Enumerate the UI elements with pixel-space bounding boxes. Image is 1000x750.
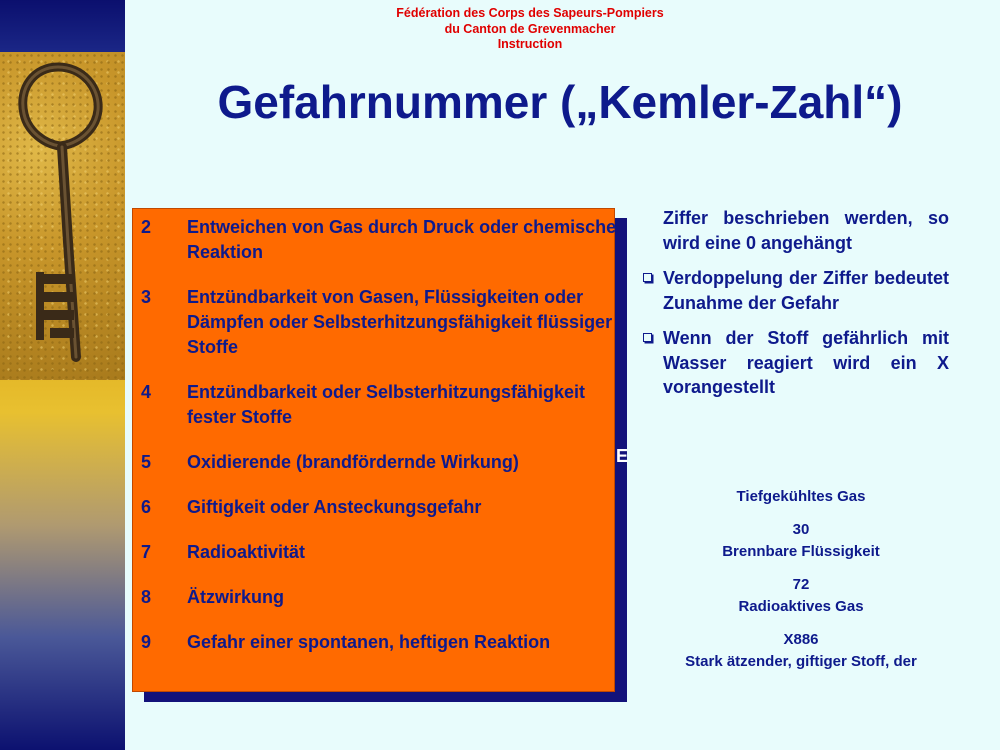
example-code: 72 bbox=[792, 576, 810, 593]
row-text: Ätzwirkung bbox=[187, 587, 284, 607]
header-line-3: Instruction bbox=[497, 37, 563, 51]
row-number: 2 bbox=[141, 217, 152, 237]
row-text: Giftigkeit oder Ansteckungsgefahr bbox=[187, 497, 482, 517]
example-desc: Radioaktives Gas bbox=[738, 598, 864, 615]
example-item bbox=[650, 519, 952, 563]
list-item-partial bbox=[643, 206, 949, 255]
example-item bbox=[650, 629, 952, 673]
key-icon bbox=[0, 52, 125, 380]
row-number: 8 bbox=[141, 587, 152, 607]
header-line-1: Fédération des Corps des Sapeurs-Pompiers bbox=[396, 6, 664, 20]
list-item bbox=[643, 326, 949, 400]
example-code: X886 bbox=[783, 631, 819, 648]
header-line-2: du Canton de Grevenmacher bbox=[444, 21, 616, 36]
example-item bbox=[650, 486, 952, 508]
example-desc: Brennbare Flüssigkeit bbox=[722, 543, 880, 560]
row-text: Oxidierende (brandfördernde Wirkung) bbox=[187, 452, 519, 472]
row-number: 4 bbox=[141, 382, 152, 402]
row-text: Entweichen von Gas durch Druck oder chemische Reaktion bbox=[187, 217, 617, 262]
example-item bbox=[650, 574, 952, 618]
row-number: 7 bbox=[141, 542, 152, 562]
hidden-text-peek: E bbox=[616, 446, 629, 466]
list-item-text: Wenn der Stoff gefährlich mit Wasser reagiert wird ein X vorangestellt bbox=[663, 328, 949, 397]
checkbox-bullet-icon bbox=[643, 273, 652, 282]
row-number: 3 bbox=[141, 287, 152, 307]
slide-title: Gefahrnummer („Kemler-Zahl“) bbox=[217, 76, 903, 128]
organization-header bbox=[330, 6, 730, 53]
example-desc: Tiefgekühltes Gas bbox=[736, 488, 866, 505]
rules-list bbox=[643, 206, 949, 411]
row-text: Entzündbarkeit oder Selbsterhitzungsfähigkeit fester Stoffe bbox=[187, 382, 586, 427]
example-code: 30 bbox=[792, 521, 810, 538]
row-text: Entzündbarkeit von Gasen, Flüssigkeiten oder Dämpfen oder Selbsterhitzungsfähigkeit flüssiger Stoffe bbox=[187, 287, 613, 357]
row-number: 9 bbox=[141, 632, 152, 652]
hazard-number-table bbox=[132, 208, 615, 692]
examples-list bbox=[650, 486, 952, 684]
row-number: 6 bbox=[141, 497, 152, 517]
list-item-text: Ziffer beschrieben werden, so wird eine 0 angehängt bbox=[663, 208, 949, 253]
list-item bbox=[643, 266, 949, 315]
list-item-text: Verdoppelung der Ziffer bedeutet Zunahme der Gefahr bbox=[663, 268, 949, 313]
example-desc: Stark ätzender, giftiger Stoff, der bbox=[685, 653, 917, 670]
row-text: Gefahr einer spontanen, heftigen Reaktion bbox=[187, 632, 551, 652]
row-text: Radioaktivität bbox=[187, 542, 306, 562]
checkbox-bullet-icon bbox=[643, 333, 652, 342]
row-number: 5 bbox=[141, 452, 152, 472]
